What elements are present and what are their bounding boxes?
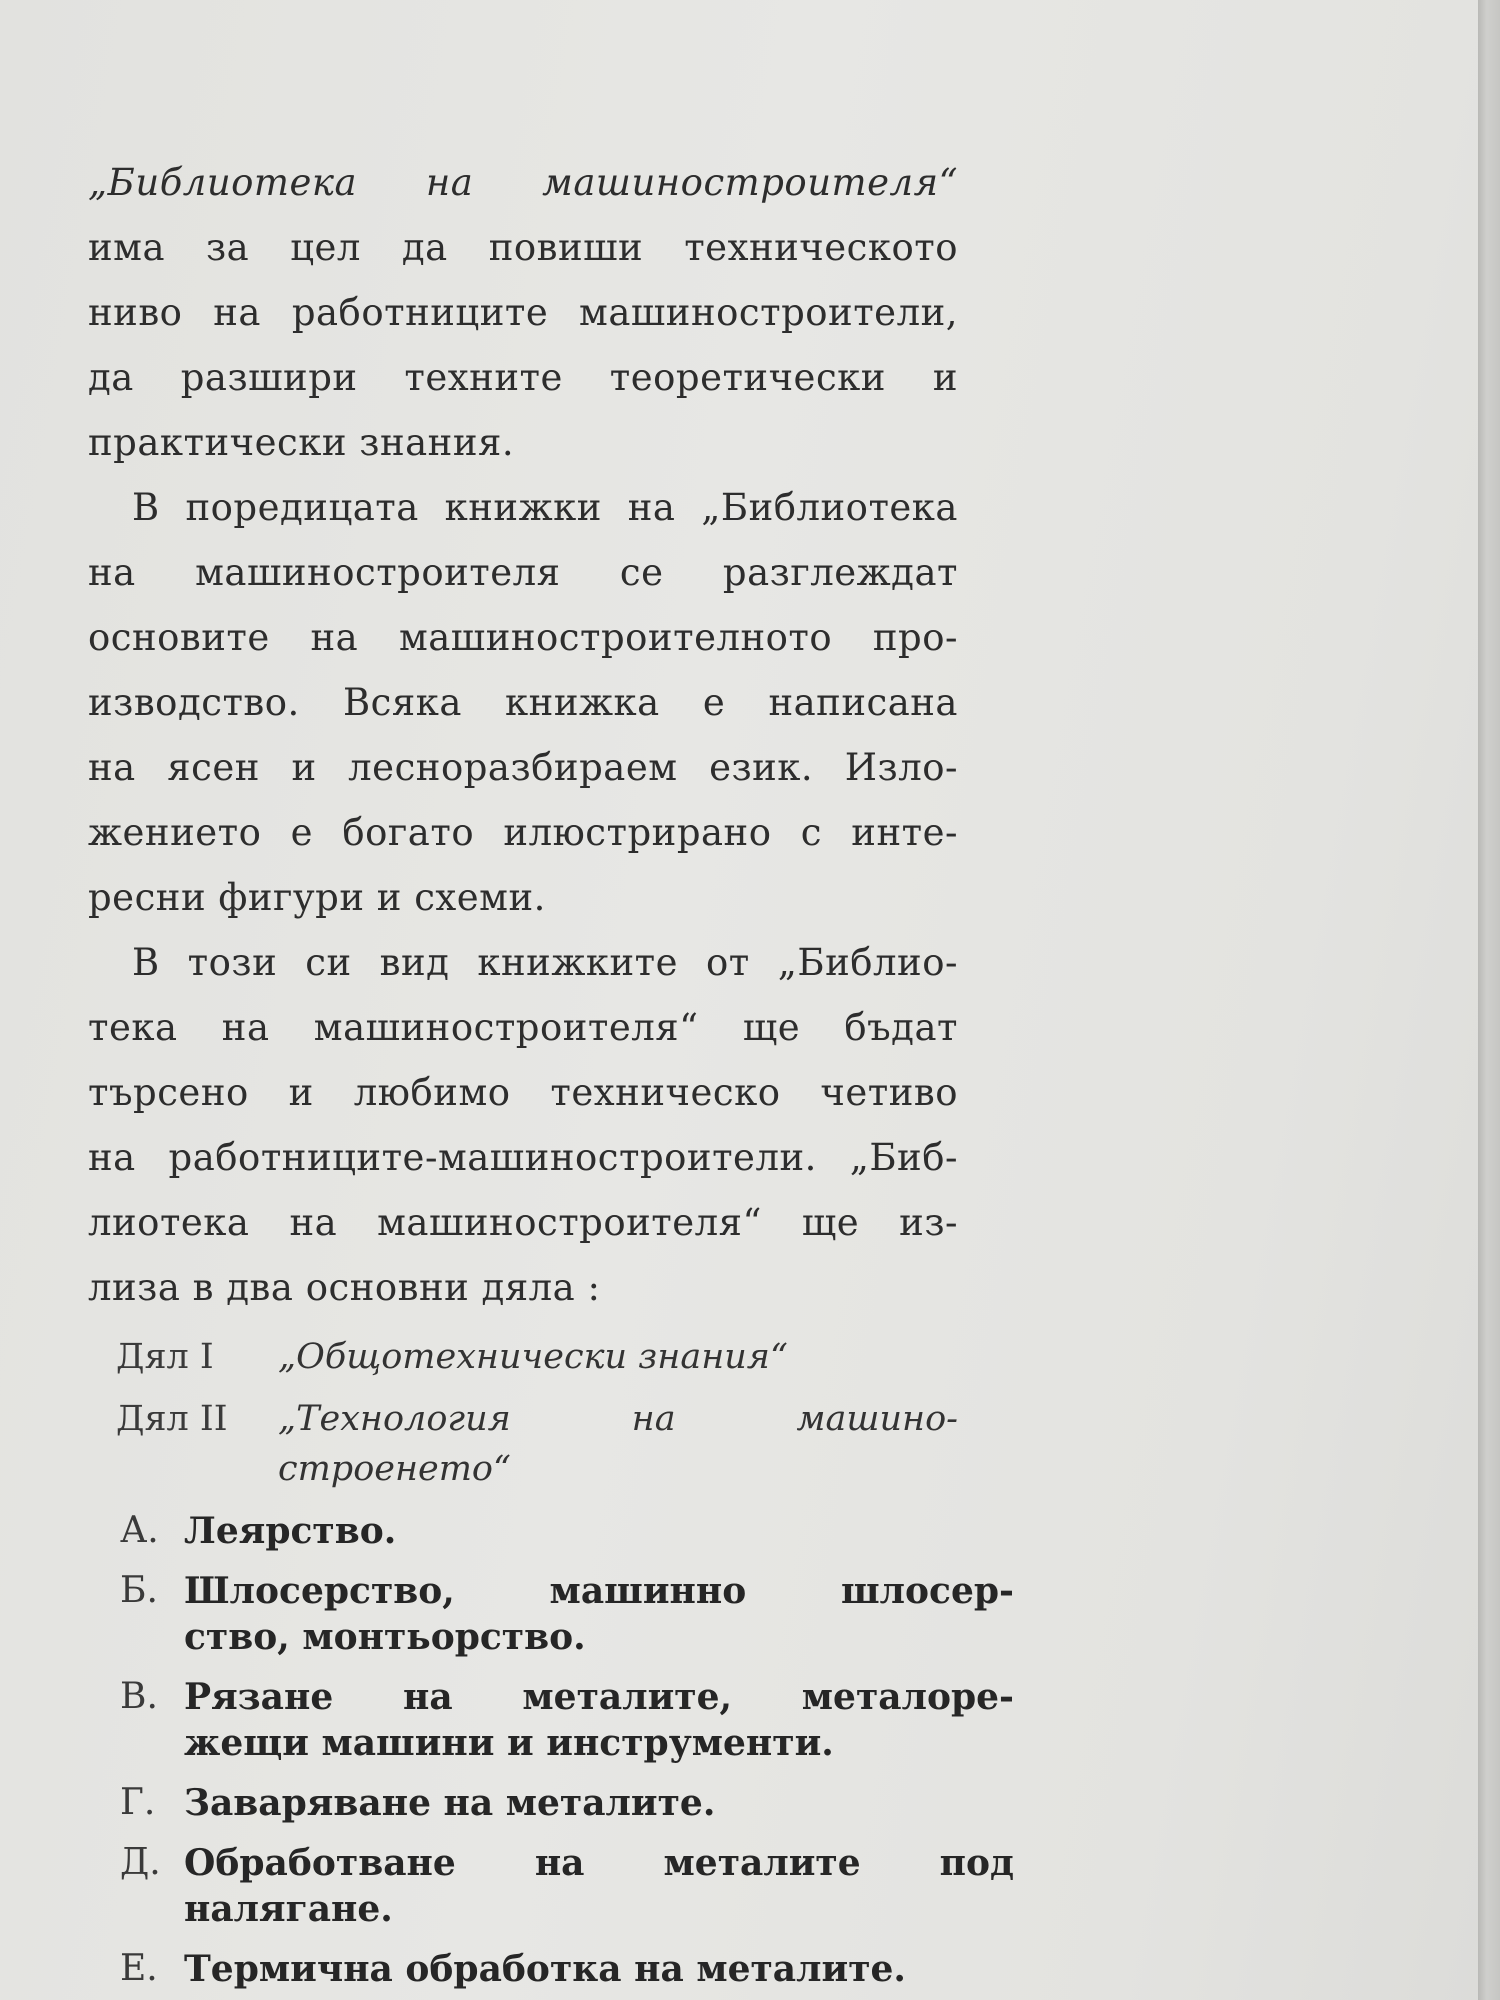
page-text: [88, 150, 1014, 1992]
text-line: жението е богато илюстрирано с инте-: [88, 811, 958, 854]
text-line: ниво на работниците машиностроители,: [88, 291, 958, 334]
topic-list: [88, 1508, 1014, 1992]
topic-item: [88, 1946, 958, 1992]
intro-paragraph: [88, 150, 958, 475]
text-line: има за цел да повиши техническото: [88, 226, 958, 269]
topic-line: жещи машини и инструменти.: [184, 1722, 834, 1764]
topic-item: [88, 1568, 1014, 1660]
text-line: практически знания.: [88, 421, 515, 464]
text-line: търсено и любимо техническо четиво: [88, 1071, 958, 1114]
division-number: Дял I: [116, 1337, 214, 1377]
topic-item: [88, 1780, 958, 1826]
text-line: В поредицата книжки на „Библиотека: [132, 486, 958, 529]
page-edge: [1478, 0, 1500, 2000]
topic-item: [88, 1840, 1014, 1932]
topic-line: ство, монтьорство.: [184, 1616, 586, 1658]
text-line: изводство. Всяка книжка е написана: [88, 681, 958, 724]
text-line: основите на машиностроителното про-: [88, 616, 958, 659]
division-title-line: „Технология на машино-: [278, 1399, 958, 1439]
text-line: на машиностроителя се разглеждат: [88, 551, 958, 594]
division-title: [278, 1394, 958, 1494]
text-line: ресни фигури и схеми.: [88, 876, 546, 919]
text-line: да разшири техните теоретически и: [88, 356, 958, 399]
topic-letter: Е.: [120, 1948, 158, 1989]
topic-line: Шлосерство, машинно шлосер-: [184, 1570, 1014, 1612]
topic-line: Термична обработка на металите.: [184, 1948, 906, 1990]
topic-line: Заваряване на металите.: [184, 1782, 716, 1824]
text-line: тека на машиностроителя“ ще бъдат: [88, 1006, 958, 1049]
division-title-line: „Общотехнически знания“: [278, 1337, 788, 1377]
paragraph-3: [88, 930, 958, 1320]
division-2: [88, 1394, 958, 1494]
text-line: лиотека на машиностроителя“ ще из-: [88, 1201, 958, 1244]
topic-letter: Д.: [120, 1842, 161, 1883]
text-line: на работниците-машиностроители. „Биб-: [88, 1136, 958, 1179]
topic-line: Леярство.: [184, 1510, 397, 1552]
paragraph-2: [88, 475, 958, 930]
division-title: [278, 1332, 958, 1382]
topic-line: налягане.: [184, 1888, 393, 1930]
topic-item: [88, 1508, 958, 1554]
topic-letter: Г.: [120, 1782, 156, 1823]
topic-item: [88, 1674, 1014, 1766]
topic-line: Обработване на металите под: [184, 1842, 1014, 1884]
division-1: [88, 1332, 958, 1382]
division-title-line: строенето“: [278, 1449, 511, 1489]
division-number: Дял II: [116, 1399, 228, 1439]
text-line: В този си вид книжките от „Библио-: [132, 941, 958, 984]
topic-letter: В.: [120, 1676, 158, 1717]
text-line: на ясен и лесноразбираем език. Изло-: [88, 746, 958, 789]
topic-letter: А.: [120, 1510, 159, 1551]
text-line: лиза в два основни дяла :: [88, 1266, 601, 1309]
series-title-line: „Библиотека на машиностроителя“: [88, 161, 958, 204]
topic-line: Рязане на металите, металоре-: [184, 1676, 1014, 1718]
topic-letter: Б.: [120, 1570, 158, 1611]
